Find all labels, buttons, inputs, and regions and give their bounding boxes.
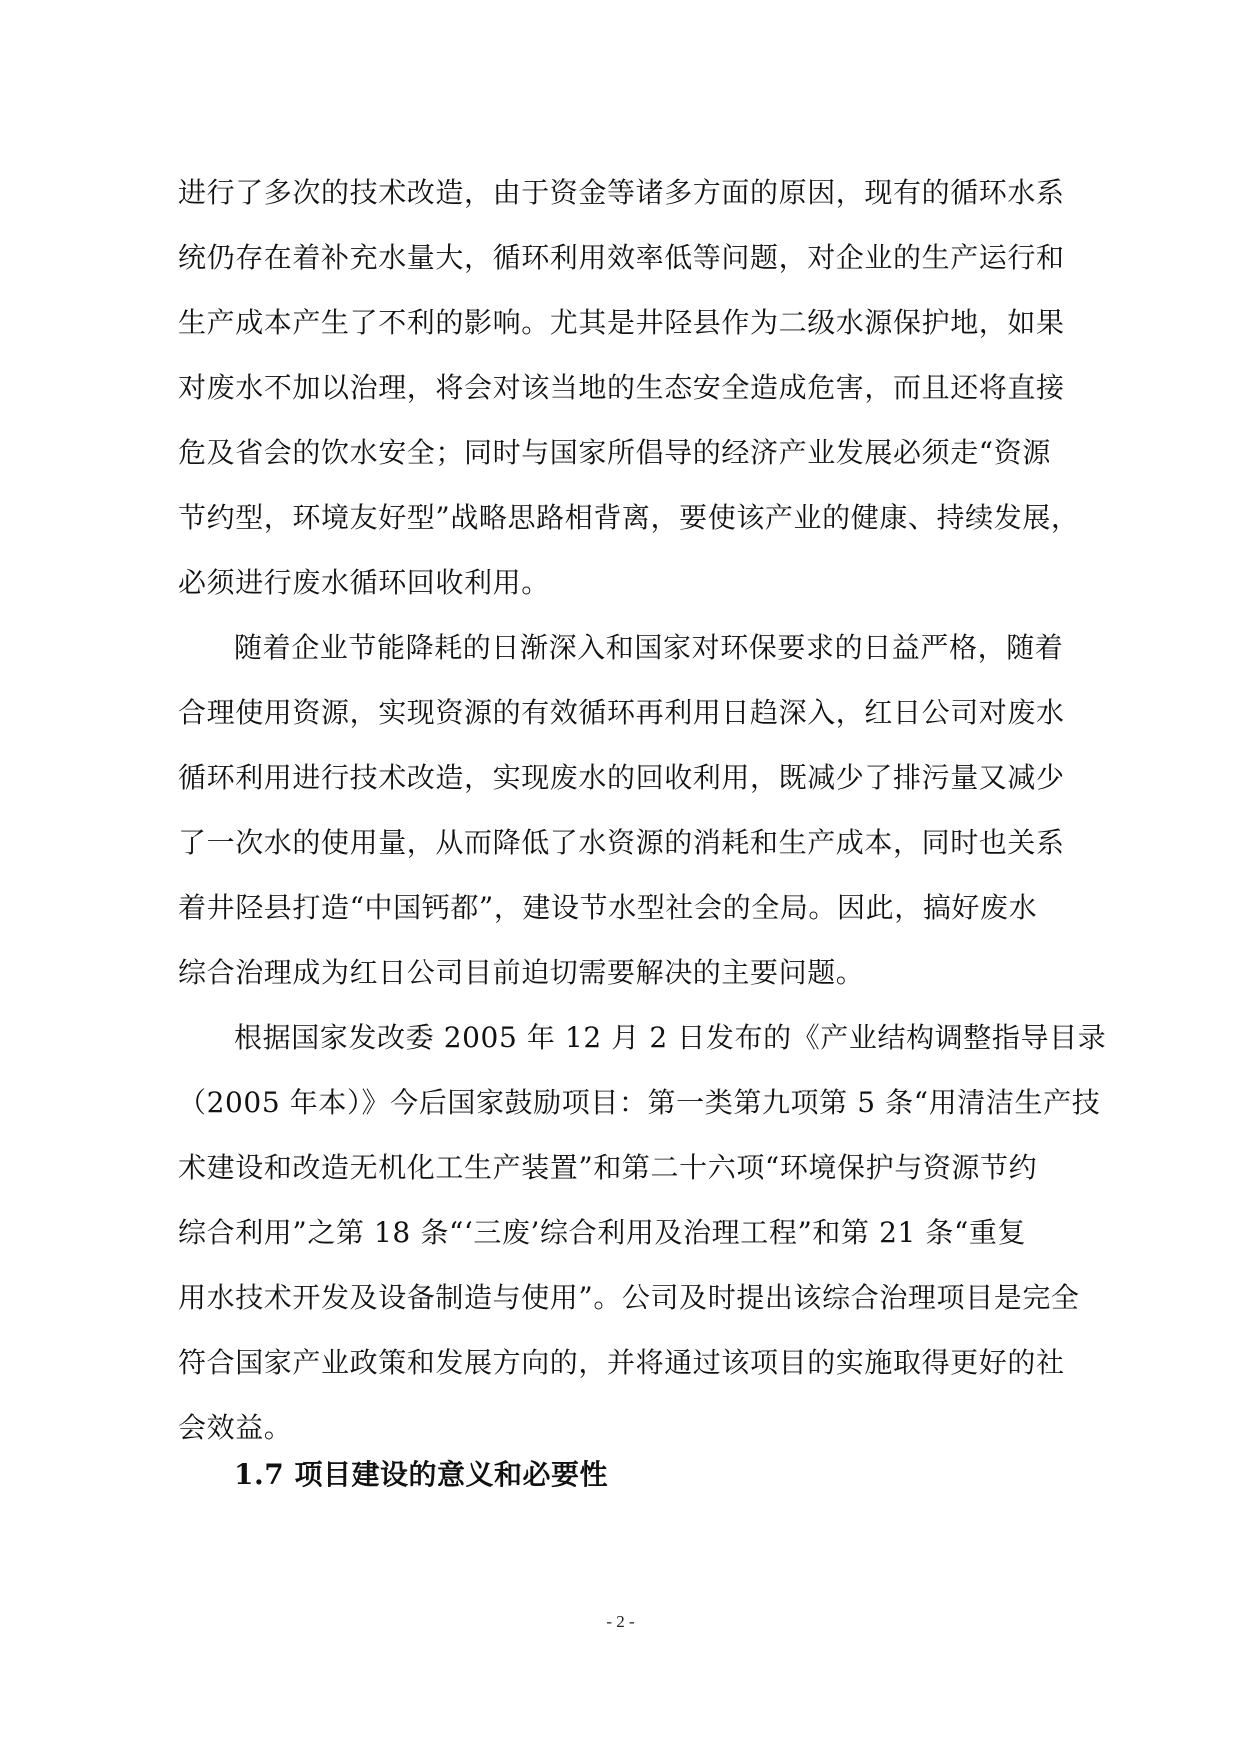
text-line: （2005 年本）》今后国家鼓励项目：第一类第九项第 5 条“用清洁生产技 — [178, 1086, 1101, 1119]
document-body — [178, 160, 1107, 1460]
text-line: 会效益。 — [178, 1411, 293, 1444]
text-line: 着井陉县打造“中国钙都”，建设节水型社会的全局。因此，搞好废水 — [178, 891, 1038, 924]
text-line: 危及省会的饮水安全；同时与国家所倡导的经济产业发展必须走“资源 — [178, 436, 1051, 469]
text-line: 生产成本产生了不利的影响。尤其是井陉县作为二级水源保护地，如果 — [178, 306, 1065, 339]
text-line: 合理使用资源，实现资源的有效循环再利用日趋深入，红日公司对废水 — [178, 696, 1065, 729]
text-line: 循环利用进行技术改造，实现废水的回收利用，既减少了排污量又减少 — [178, 761, 1065, 794]
text-line: 根据国家发改委 2005 年 12 月 2 日发布的《产业结构调整指导目录 — [234, 1021, 1107, 1054]
text-line: 节约型，环境友好型”战略思路相背离，要使该产业的健康、持续发展， — [178, 501, 1080, 534]
text-line: 了一次水的使用量，从而降低了水资源的消耗和生产成本，同时也关系 — [178, 826, 1065, 859]
text-line: 进行了多次的技术改造，由于资金等诸多方面的原因，现有的循环水系 — [178, 176, 1065, 209]
page-number: - 2 - — [606, 1612, 635, 1631]
section-heading: 1.7 项目建设的意义和必要性 — [234, 1458, 608, 1491]
paragraph — [178, 160, 1086, 615]
text-line: 术建设和改造无机化工生产装置”和第二十六项“环境保护与资源节约 — [178, 1151, 1038, 1184]
text-line: 必须进行废水循环回收利用。 — [178, 566, 550, 599]
paragraph — [178, 615, 1086, 1005]
text-line: 符合国家产业政策和发展方向的，并将通过该项目的实施取得更好的社 — [178, 1346, 1065, 1379]
text-line: 用水技术开发及设备制造与使用”。公司及时提出该综合治理项目是完全 — [178, 1281, 1080, 1314]
text-line: 综合治理成为红日公司目前迫切需要解决的主要问题。 — [178, 956, 865, 989]
paragraph — [178, 1005, 1107, 1460]
text-line: 随着企业节能降耗的日渐深入和国家对环保要求的日益严格，随着 — [234, 631, 1064, 664]
text-line: 综合利用”之第 18 条“‘三废’综合利用及治理工程”和第 21 条“重复 — [178, 1216, 1027, 1249]
text-line: 统仍存在着补充水量大，循环利用效率低等问题，对企业的生产运行和 — [178, 241, 1065, 274]
text-line: 对废水不加以治理，将会对该当地的生态安全造成危害，而且还将直接 — [178, 371, 1065, 404]
